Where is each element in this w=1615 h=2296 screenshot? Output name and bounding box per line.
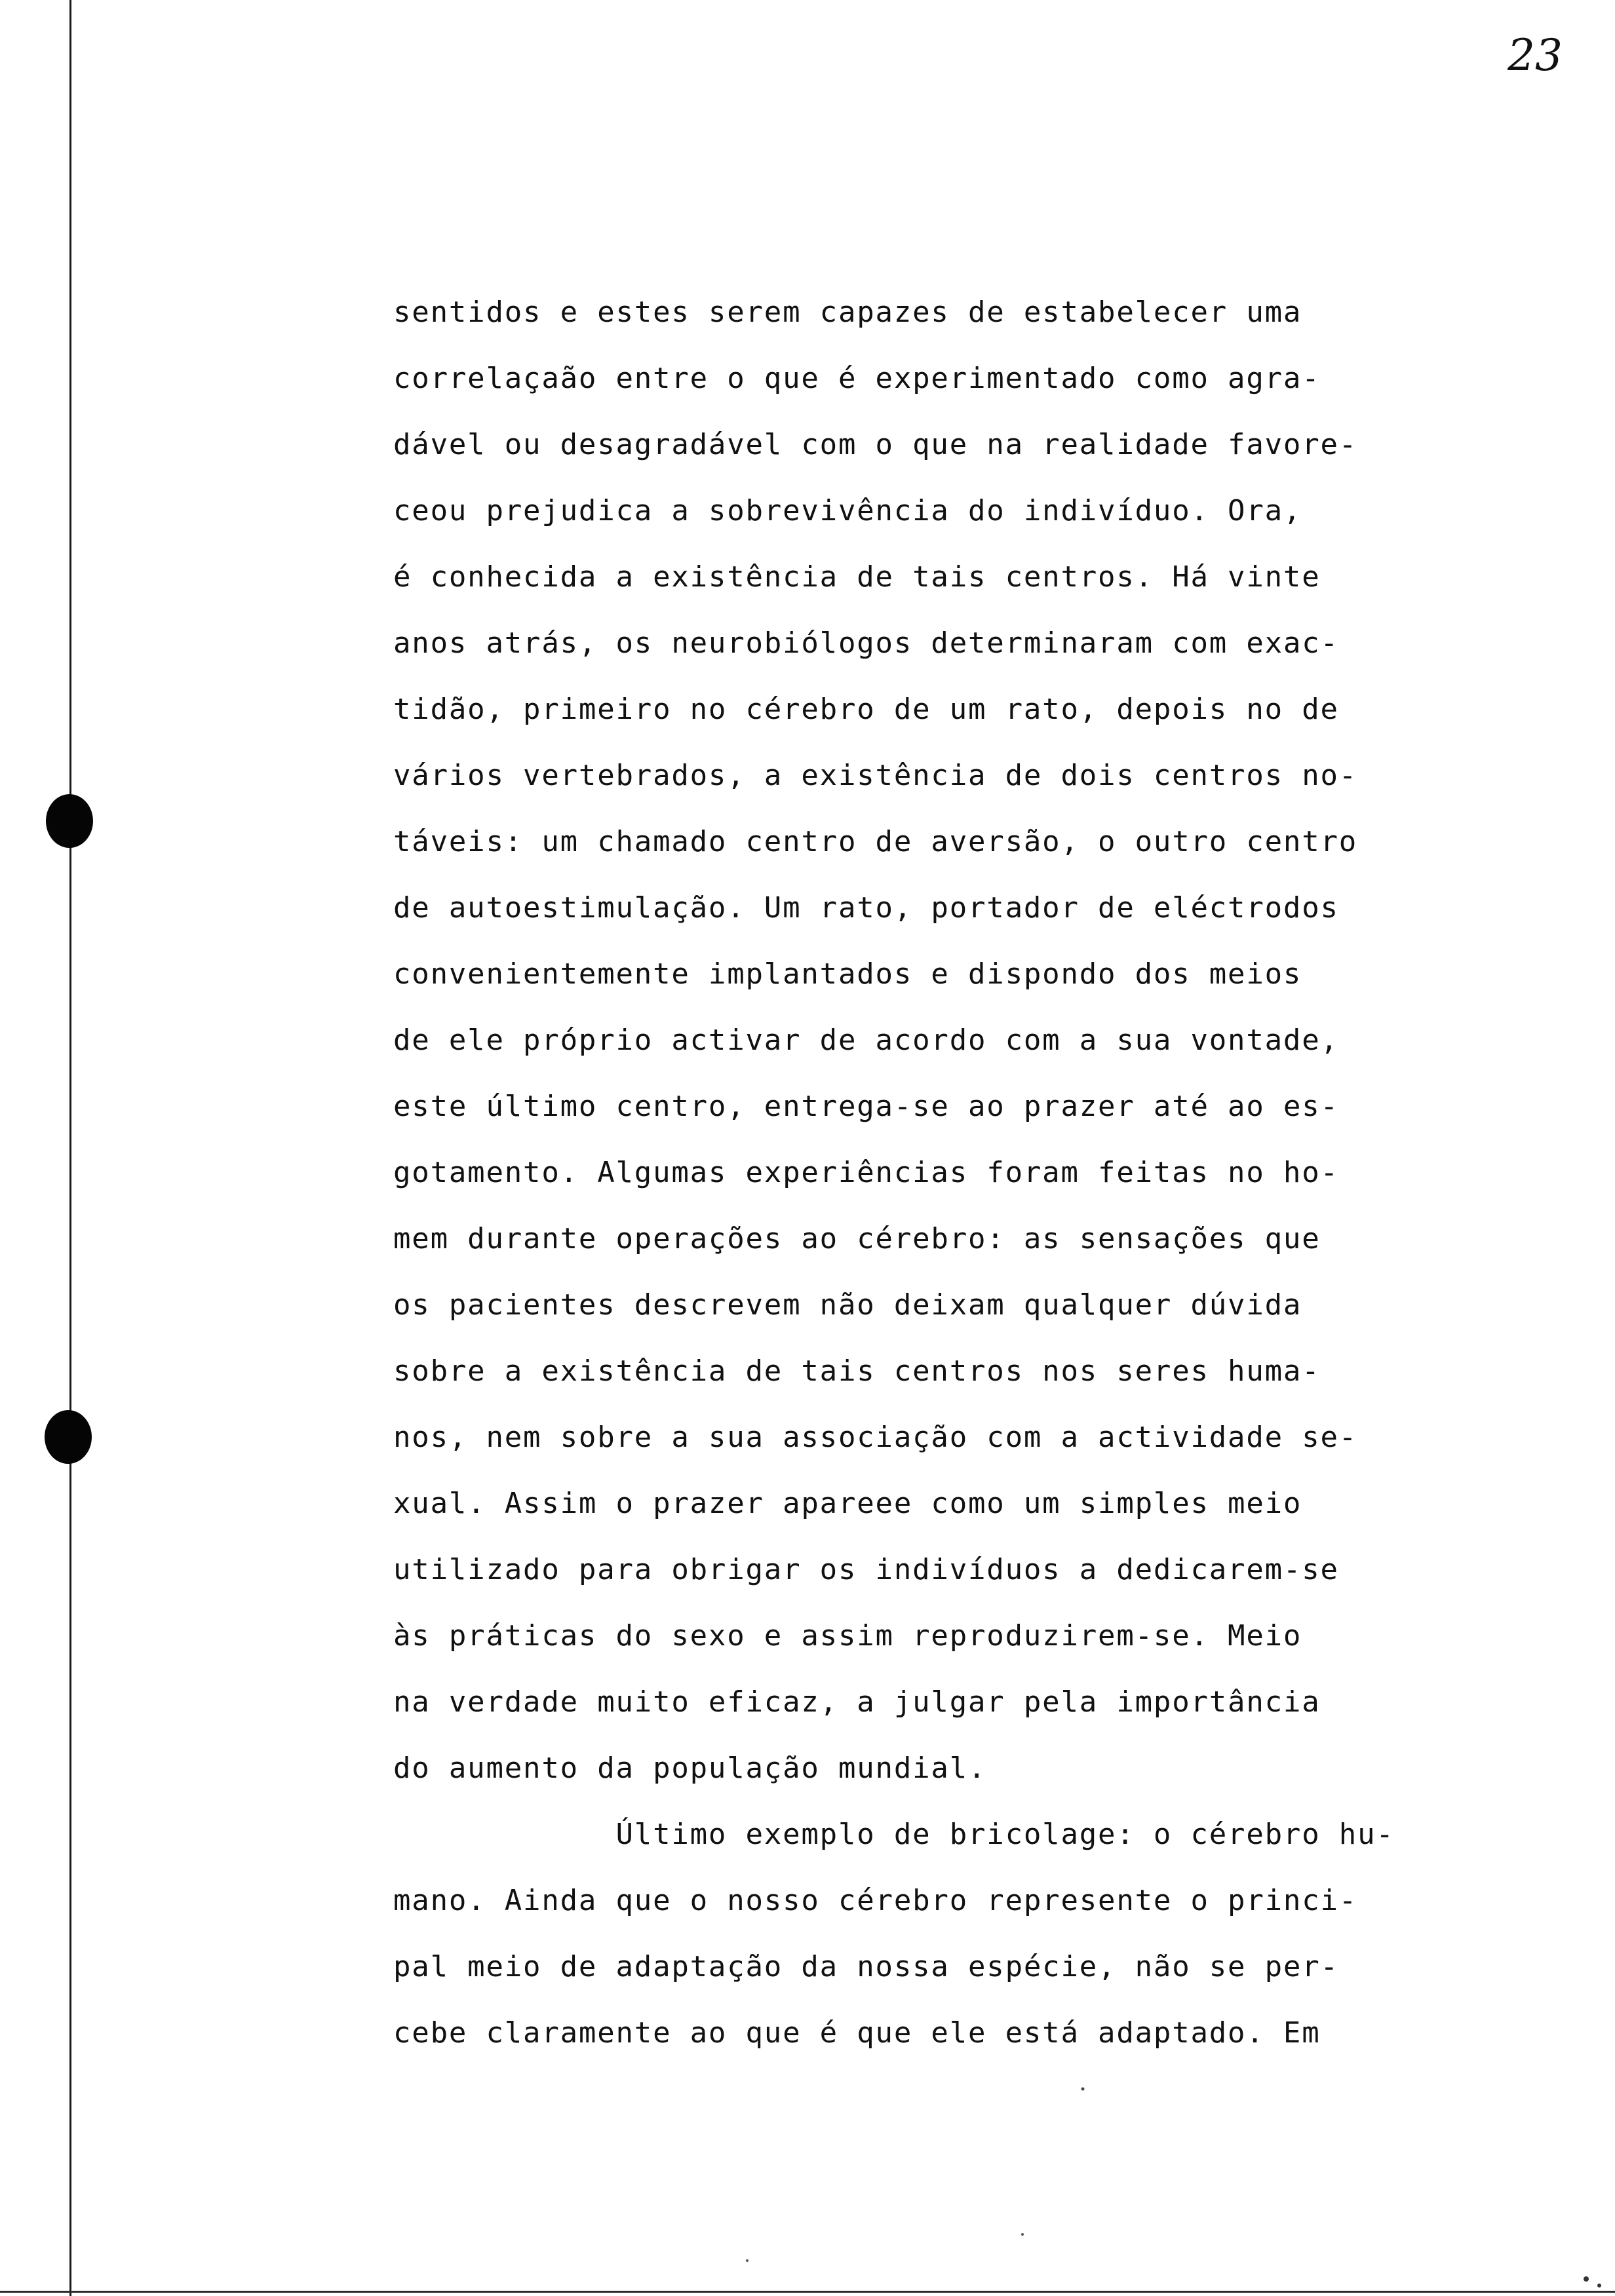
text-line: sentidos e estes serem capazes de estabelecer uma: [393, 296, 1302, 329]
text-line: convenientemente implantados e dispondo dos meios: [393, 957, 1302, 991]
text-line: xual. Assim o prazer apareee como um simples meio: [393, 1487, 1302, 1520]
text-line: de autoestimulação. Um rato, portador de eléctrodos: [393, 891, 1339, 925]
text-line: táveis: um chamado centro de aversão, o outro centro: [393, 825, 1358, 858]
text-line: mano. Ainda que o nosso cérebro represente o princi-: [393, 1884, 1358, 1917]
scan-speck: [1597, 2284, 1601, 2287]
text-line: nos, nem sobre a sua associação com a actividade se-: [393, 1421, 1358, 1454]
text-line: cebe claramente ao que é que ele está adaptado. Em: [393, 2016, 1321, 2050]
text-line: correlaçaão entre o que é experimentado como agra-: [393, 362, 1321, 395]
text-line: tidão, primeiro no cérebro de um rato, depois no de: [393, 693, 1339, 726]
text-line: ceou prejudica a sobrevivência do indivíduo. Ora,: [393, 494, 1302, 527]
text-line: do aumento da população mundial.: [393, 1751, 987, 1785]
text-line: às práticas do sexo e assim reproduzirem-se. Meio: [393, 1619, 1302, 1653]
text-line: os pacientes descrevem não deixam qualquer dúvida: [393, 1288, 1302, 1322]
text-line: é conhecida a existência de tais centros. Há vinte: [393, 560, 1321, 594]
text-line: anos atrás, os neurobiólogos determinaram com exac-: [393, 626, 1339, 660]
scan-speck: [1081, 2088, 1085, 2091]
scan-speck: [1584, 2276, 1589, 2282]
text-line: sobre a existência de tais centros nos seres huma-: [393, 1354, 1321, 1388]
page-number: 23: [1508, 30, 1563, 81]
text-line: mem durante operações ao cérebro: as sensações que: [393, 1222, 1321, 1255]
text-line: utilizado para obrigar os indivíduos a dedicarem-se: [393, 1553, 1339, 1586]
text-line: Último exemplo de bricolage: o cérebro hu-: [393, 1818, 1395, 1851]
text-line: gotamento. Algumas experiências foram feitas no ho-: [393, 1156, 1339, 1189]
text-line: na verdade muito eficaz, a julgar pela importância: [393, 1685, 1321, 1719]
scan-speck: [1021, 2233, 1024, 2236]
text-line: vários vertebrados, a existência de dois centros no-: [393, 759, 1358, 792]
scan-speck: [746, 2259, 749, 2262]
text-line: pal meio de adaptação da nossa espécie, não se per-: [393, 1950, 1339, 1983]
text-line: dável ou desagradável com o que na realidade favore-: [393, 428, 1358, 461]
text-line: este último centro, entrega-se ao prazer até ao es-: [393, 1090, 1339, 1123]
text-line: de ele próprio activar de acordo com a sua vontade,: [393, 1024, 1339, 1057]
